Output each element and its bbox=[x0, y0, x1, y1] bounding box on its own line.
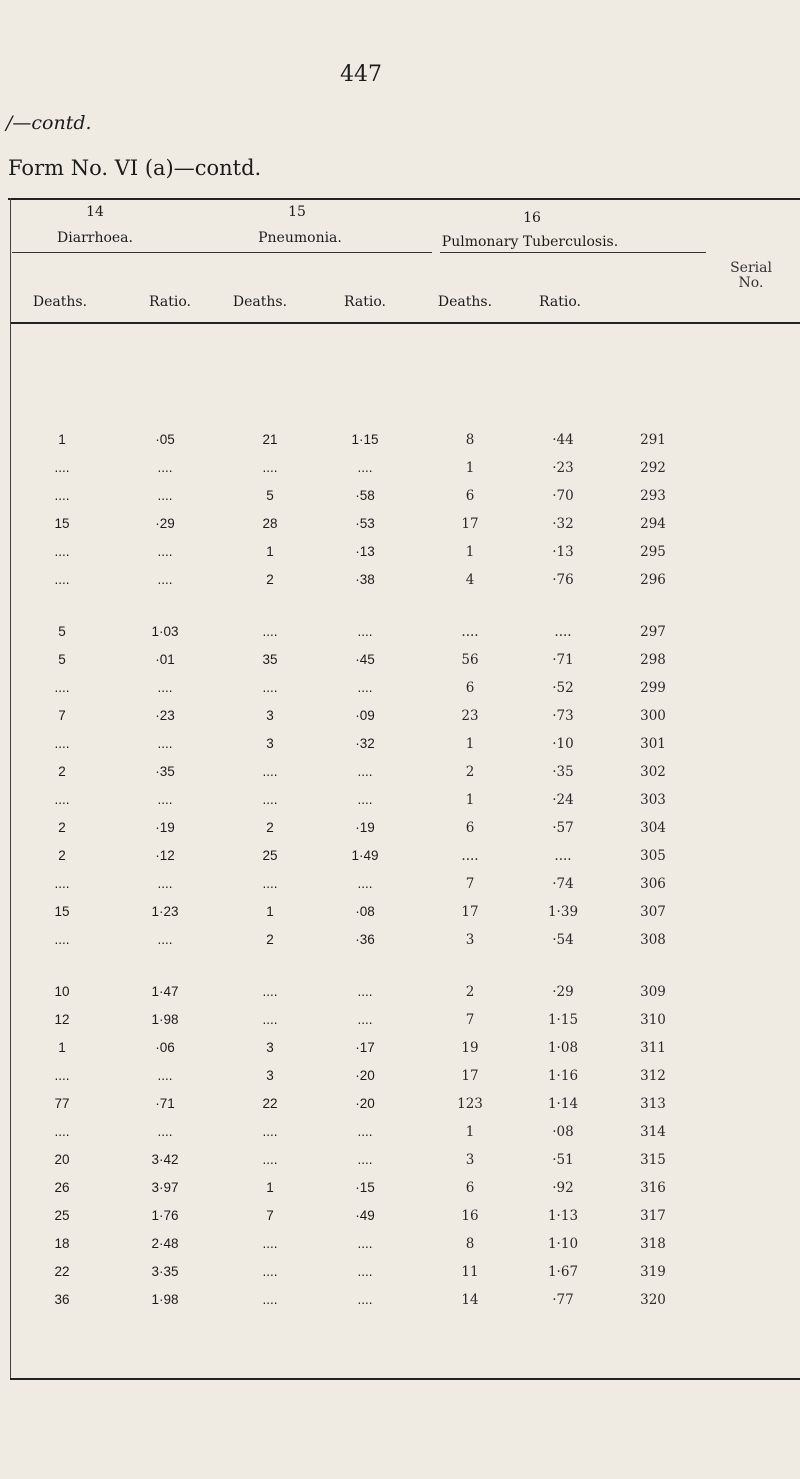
cell-ratio-14: .... bbox=[157, 736, 173, 751]
cell-ratio-15: ·53 bbox=[355, 516, 375, 531]
cell-deaths-15: .... bbox=[262, 1264, 278, 1279]
cell-ratio-15: .... bbox=[357, 984, 373, 999]
cell-deaths-16: 1 bbox=[465, 460, 475, 476]
cell-serial-no: 298 bbox=[640, 652, 666, 668]
cell-ratio-16: ·08 bbox=[552, 1124, 574, 1140]
cell-ratio-15: ·15 bbox=[355, 1180, 375, 1195]
cell-serial-no: 299 bbox=[640, 680, 666, 696]
cell-ratio-16: ·52 bbox=[552, 680, 574, 696]
cell-ratio-16: ·23 bbox=[552, 460, 574, 476]
group-divider-rule-1 bbox=[12, 252, 232, 253]
cell-serial-no: 312 bbox=[640, 1068, 666, 1084]
cell-deaths-16: 3 bbox=[465, 932, 475, 948]
cell-deaths-14: .... bbox=[54, 680, 70, 695]
cell-ratio-15: ·36 bbox=[355, 932, 375, 947]
cell-deaths-14: .... bbox=[54, 736, 70, 751]
cell-deaths-16: 6 bbox=[465, 488, 475, 504]
cell-ratio-16: 1·39 bbox=[547, 904, 579, 920]
cell-ratio-14: .... bbox=[157, 1068, 173, 1083]
cell-ratio-15: ·19 bbox=[355, 820, 375, 835]
cell-deaths-15: 1 bbox=[266, 544, 274, 559]
col-header-deaths-14: Deaths. bbox=[32, 294, 88, 310]
cell-ratio-14: 2·48 bbox=[151, 1236, 179, 1251]
cell-deaths-16: .... bbox=[461, 624, 479, 640]
cell-deaths-16: .... bbox=[461, 848, 479, 864]
cell-deaths-14: .... bbox=[54, 572, 70, 587]
cell-deaths-16: 6 bbox=[465, 1180, 475, 1196]
cell-deaths-16: 14 bbox=[461, 1292, 479, 1308]
cell-deaths-14: 26 bbox=[54, 1180, 70, 1195]
top-rule bbox=[8, 198, 800, 200]
cell-serial-no: 320 bbox=[640, 1292, 666, 1308]
cell-ratio-15: .... bbox=[357, 1124, 373, 1139]
cell-ratio-16: 1·08 bbox=[547, 1040, 579, 1056]
cell-deaths-16: 19 bbox=[461, 1040, 479, 1056]
cell-serial-no: 296 bbox=[640, 572, 666, 588]
cell-ratio-15: .... bbox=[357, 460, 373, 475]
cell-deaths-16: 7 bbox=[465, 876, 475, 892]
cell-ratio-14: ·29 bbox=[155, 516, 175, 531]
cell-deaths-15: .... bbox=[262, 1152, 278, 1167]
cell-ratio-14: ·19 bbox=[155, 820, 175, 835]
cell-ratio-14: .... bbox=[157, 932, 173, 947]
cell-deaths-14: 77 bbox=[54, 1096, 70, 1111]
cell-ratio-15: ·13 bbox=[355, 544, 375, 559]
cell-ratio-16: ·57 bbox=[552, 820, 574, 836]
cell-serial-no: 318 bbox=[640, 1236, 666, 1252]
cell-deaths-15: 3 bbox=[266, 708, 274, 723]
cell-ratio-14: .... bbox=[157, 572, 173, 587]
cell-deaths-15: 25 bbox=[262, 848, 278, 863]
cell-deaths-14: 36 bbox=[54, 1292, 70, 1307]
cell-deaths-16: 123 bbox=[457, 1096, 483, 1112]
cell-ratio-15: .... bbox=[357, 1264, 373, 1279]
cell-ratio-16: ·76 bbox=[552, 572, 574, 588]
cell-deaths-14: .... bbox=[54, 1068, 70, 1083]
cell-deaths-16: 1 bbox=[465, 544, 475, 560]
continuation-label: /—contd. bbox=[6, 112, 92, 134]
cell-deaths-15: .... bbox=[262, 764, 278, 779]
cell-deaths-14: .... bbox=[54, 876, 70, 891]
cell-deaths-14: 10 bbox=[54, 984, 70, 999]
form-title: Form No. VI (a)—contd. bbox=[8, 156, 262, 180]
cell-deaths-15: .... bbox=[262, 876, 278, 891]
cell-deaths-15: 1 bbox=[266, 904, 274, 919]
cell-serial-no: 314 bbox=[640, 1124, 666, 1140]
cell-ratio-14: 1·23 bbox=[151, 904, 179, 919]
group-number-16: 16 bbox=[523, 210, 541, 226]
cell-deaths-15: 28 bbox=[262, 516, 278, 531]
cell-serial-no: 295 bbox=[640, 544, 666, 560]
cell-serial-no: 294 bbox=[640, 516, 666, 532]
cell-ratio-16: .... bbox=[554, 624, 572, 640]
cell-deaths-16: 56 bbox=[461, 652, 479, 668]
cell-deaths-15: .... bbox=[262, 1012, 278, 1027]
cell-deaths-15: 22 bbox=[262, 1096, 278, 1111]
cell-deaths-16: 17 bbox=[461, 904, 479, 920]
cell-ratio-14: ·01 bbox=[155, 652, 175, 667]
cell-ratio-15: ·08 bbox=[355, 904, 375, 919]
cell-deaths-15: .... bbox=[262, 1124, 278, 1139]
cell-serial-no: 302 bbox=[640, 764, 666, 780]
cell-ratio-14: .... bbox=[157, 1124, 173, 1139]
cell-deaths-14: 20 bbox=[54, 1152, 70, 1167]
cell-serial-no: 300 bbox=[640, 708, 666, 724]
cell-ratio-14: ·35 bbox=[155, 764, 175, 779]
cell-ratio-16: ·44 bbox=[552, 432, 574, 448]
cell-ratio-15: ·20 bbox=[355, 1096, 375, 1111]
cell-ratio-14: 1·76 bbox=[151, 1208, 179, 1223]
cell-ratio-15: ·17 bbox=[355, 1040, 375, 1055]
cell-serial-no: 305 bbox=[640, 848, 666, 864]
cell-ratio-16: ·70 bbox=[552, 488, 574, 504]
cell-deaths-15: .... bbox=[262, 1236, 278, 1251]
col-header-ratio-14: Ratio. bbox=[149, 294, 191, 310]
col-header-deaths-16: Deaths. bbox=[437, 294, 493, 310]
cell-deaths-14: 2 bbox=[58, 848, 66, 863]
cell-ratio-15: .... bbox=[357, 624, 373, 639]
cell-serial-no: 315 bbox=[640, 1152, 666, 1168]
cell-deaths-14: 5 bbox=[58, 624, 66, 639]
cell-ratio-16: ·29 bbox=[552, 984, 574, 1000]
cell-ratio-15: ·45 bbox=[355, 652, 375, 667]
cell-deaths-16: 4 bbox=[465, 572, 475, 588]
cell-deaths-14: 15 bbox=[54, 516, 70, 531]
cell-ratio-15: ·20 bbox=[355, 1068, 375, 1083]
cell-serial-no: 310 bbox=[640, 1012, 666, 1028]
cell-deaths-16: 2 bbox=[465, 764, 475, 780]
cell-ratio-16: ·54 bbox=[552, 932, 574, 948]
cell-ratio-15: 1·49 bbox=[351, 848, 379, 863]
cell-ratio-16: ·10 bbox=[552, 736, 574, 752]
cell-ratio-16: 1·16 bbox=[547, 1068, 579, 1084]
col-header-serial-no: Serial No. bbox=[730, 260, 772, 291]
cell-deaths-16: 11 bbox=[461, 1264, 479, 1280]
cell-ratio-16: ·32 bbox=[552, 516, 574, 532]
cell-ratio-16: 1·14 bbox=[547, 1096, 579, 1112]
cell-deaths-15: .... bbox=[262, 680, 278, 695]
cell-ratio-16: ·35 bbox=[552, 764, 574, 780]
cell-deaths-15: 21 bbox=[262, 432, 278, 447]
group-name-pneumonia: Pneumonia. bbox=[258, 230, 342, 246]
cell-ratio-15: ·38 bbox=[355, 572, 375, 587]
cell-ratio-15: 1·15 bbox=[351, 432, 379, 447]
cell-deaths-15: 2 bbox=[266, 572, 274, 587]
cell-ratio-14: ·06 bbox=[155, 1040, 175, 1055]
cell-serial-no: 317 bbox=[640, 1208, 666, 1224]
cell-ratio-14: 3·97 bbox=[151, 1180, 179, 1195]
cell-deaths-14: 2 bbox=[58, 820, 66, 835]
cell-deaths-15: .... bbox=[262, 984, 278, 999]
col-header-ratio-15: Ratio. bbox=[344, 294, 386, 310]
group-number-14: 14 bbox=[86, 204, 104, 220]
cell-deaths-15: .... bbox=[262, 1292, 278, 1307]
cell-ratio-14: ·71 bbox=[155, 1096, 175, 1111]
cell-ratio-15: ·49 bbox=[355, 1208, 375, 1223]
cell-ratio-15: .... bbox=[357, 1012, 373, 1027]
cell-deaths-15: 3 bbox=[266, 1068, 274, 1083]
cell-deaths-15: 2 bbox=[266, 932, 274, 947]
cell-serial-no: 292 bbox=[640, 460, 666, 476]
cell-deaths-14: 5 bbox=[58, 652, 66, 667]
cell-serial-no: 316 bbox=[640, 1180, 666, 1196]
cell-ratio-14: 1·98 bbox=[151, 1012, 179, 1027]
cell-deaths-14: 7 bbox=[58, 708, 66, 723]
cell-deaths-16: 8 bbox=[465, 432, 475, 448]
cell-deaths-14: .... bbox=[54, 460, 70, 475]
cell-deaths-16: 6 bbox=[465, 680, 475, 696]
cell-ratio-16: ·73 bbox=[552, 708, 574, 724]
cell-ratio-16: ·24 bbox=[552, 792, 574, 808]
cell-deaths-16: 6 bbox=[465, 820, 475, 836]
cell-serial-no: 307 bbox=[640, 904, 666, 920]
cell-ratio-16: ·51 bbox=[552, 1152, 574, 1168]
cell-deaths-14: 2 bbox=[58, 764, 66, 779]
cell-deaths-14: .... bbox=[54, 488, 70, 503]
cell-ratio-15: .... bbox=[357, 764, 373, 779]
cell-ratio-15: ·09 bbox=[355, 708, 375, 723]
header-bottom-rule bbox=[10, 322, 800, 324]
cell-ratio-14: .... bbox=[157, 680, 173, 695]
cell-ratio-14: .... bbox=[157, 460, 173, 475]
left-border bbox=[10, 198, 11, 1378]
cell-ratio-16: 1·13 bbox=[547, 1208, 579, 1224]
cell-ratio-14: 3·35 bbox=[151, 1264, 179, 1279]
cell-deaths-14: 1 bbox=[58, 432, 66, 447]
cell-ratio-16: ·74 bbox=[552, 876, 574, 892]
cell-serial-no: 291 bbox=[640, 432, 666, 448]
cell-deaths-15: 35 bbox=[262, 652, 278, 667]
page-number: 447 bbox=[340, 62, 382, 87]
cell-deaths-14: 1 bbox=[58, 1040, 66, 1055]
cell-deaths-16: 2 bbox=[465, 984, 475, 1000]
cell-ratio-15: ·58 bbox=[355, 488, 375, 503]
cell-deaths-15: 1 bbox=[266, 1180, 274, 1195]
cell-serial-no: 297 bbox=[640, 624, 666, 640]
cell-deaths-14: 18 bbox=[54, 1236, 70, 1251]
cell-deaths-15: .... bbox=[262, 460, 278, 475]
cell-ratio-14: ·05 bbox=[155, 432, 175, 447]
cell-ratio-16: ·92 bbox=[552, 1180, 574, 1196]
cell-serial-no: 293 bbox=[640, 488, 666, 504]
cell-deaths-14: 22 bbox=[54, 1264, 70, 1279]
cell-ratio-14: 1·47 bbox=[151, 984, 179, 999]
cell-deaths-15: 7 bbox=[266, 1208, 274, 1223]
group-name-diarrhoea: Diarrhoea. bbox=[57, 230, 133, 246]
cell-ratio-14: .... bbox=[157, 876, 173, 891]
group-divider-rule-2 bbox=[232, 252, 432, 253]
cell-deaths-15: 3 bbox=[266, 1040, 274, 1055]
cell-deaths-14: .... bbox=[54, 792, 70, 807]
cell-ratio-16: .... bbox=[554, 848, 572, 864]
cell-ratio-16: ·71 bbox=[552, 652, 574, 668]
cell-deaths-15: 3 bbox=[266, 736, 274, 751]
group-divider-rule-3 bbox=[440, 252, 706, 253]
cell-ratio-15: .... bbox=[357, 680, 373, 695]
cell-deaths-15: .... bbox=[262, 624, 278, 639]
cell-deaths-14: .... bbox=[54, 544, 70, 559]
cell-ratio-14: .... bbox=[157, 792, 173, 807]
cell-serial-no: 308 bbox=[640, 932, 666, 948]
cell-ratio-15: .... bbox=[357, 1152, 373, 1167]
cell-serial-no: 303 bbox=[640, 792, 666, 808]
cell-serial-no: 306 bbox=[640, 876, 666, 892]
cell-deaths-16: 16 bbox=[461, 1208, 479, 1224]
cell-deaths-15: 5 bbox=[266, 488, 274, 503]
cell-serial-no: 309 bbox=[640, 984, 666, 1000]
cell-deaths-15: 2 bbox=[266, 820, 274, 835]
cell-ratio-14: .... bbox=[157, 544, 173, 559]
cell-ratio-15: .... bbox=[357, 792, 373, 807]
cell-ratio-14: .... bbox=[157, 488, 173, 503]
cell-deaths-14: .... bbox=[54, 932, 70, 947]
cell-deaths-16: 17 bbox=[461, 1068, 479, 1084]
group-number-15: 15 bbox=[288, 204, 306, 220]
cell-deaths-16: 1 bbox=[465, 1124, 475, 1140]
cell-deaths-14: .... bbox=[54, 1124, 70, 1139]
cell-deaths-16: 23 bbox=[461, 708, 479, 724]
cell-ratio-16: 1·10 bbox=[547, 1236, 579, 1252]
cell-serial-no: 313 bbox=[640, 1096, 666, 1112]
cell-deaths-16: 1 bbox=[465, 792, 475, 808]
cell-deaths-16: 8 bbox=[465, 1236, 475, 1252]
cell-serial-no: 311 bbox=[640, 1040, 666, 1056]
cell-ratio-16: ·77 bbox=[552, 1292, 574, 1308]
cell-ratio-16: 1·67 bbox=[547, 1264, 579, 1280]
cell-deaths-16: 7 bbox=[465, 1012, 475, 1028]
cell-ratio-15: ·32 bbox=[355, 736, 375, 751]
cell-serial-no: 304 bbox=[640, 820, 666, 836]
cell-ratio-14: 1·98 bbox=[151, 1292, 179, 1307]
col-header-deaths-15: Deaths. bbox=[232, 294, 288, 310]
cell-deaths-14: 12 bbox=[54, 1012, 70, 1027]
cell-deaths-15: .... bbox=[262, 792, 278, 807]
cell-serial-no: 301 bbox=[640, 736, 666, 752]
cell-deaths-16: 1 bbox=[465, 736, 475, 752]
col-header-ratio-16: Ratio. bbox=[539, 294, 581, 310]
group-name-pulmonary-tuberculosis: Pulmonary Tuberculosis. bbox=[441, 234, 619, 250]
cell-ratio-15: .... bbox=[357, 1292, 373, 1307]
cell-ratio-16: ·13 bbox=[552, 544, 574, 560]
table-bottom-rule bbox=[10, 1378, 800, 1380]
cell-deaths-16: 3 bbox=[465, 1152, 475, 1168]
cell-deaths-14: 15 bbox=[54, 904, 70, 919]
cell-ratio-14: 1·03 bbox=[151, 624, 179, 639]
cell-deaths-14: 25 bbox=[54, 1208, 70, 1223]
cell-ratio-14: 3·42 bbox=[151, 1152, 179, 1167]
cell-ratio-15: .... bbox=[357, 1236, 373, 1251]
cell-ratio-14: ·12 bbox=[155, 848, 175, 863]
cell-ratio-16: 1·15 bbox=[547, 1012, 579, 1028]
cell-serial-no: 319 bbox=[640, 1264, 666, 1280]
cell-ratio-14: ·23 bbox=[155, 708, 175, 723]
cell-deaths-16: 17 bbox=[461, 516, 479, 532]
cell-ratio-15: .... bbox=[357, 876, 373, 891]
